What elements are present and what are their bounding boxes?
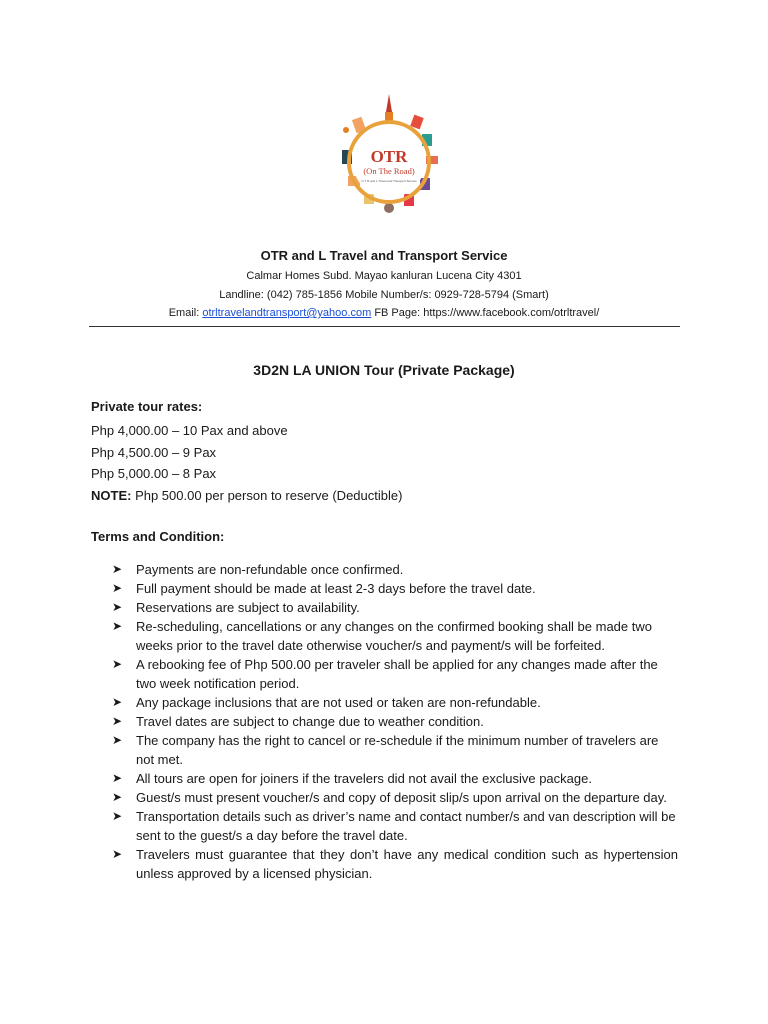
rate-item: Php 4,500.00 – 9 Pax <box>91 444 217 460</box>
arrow-bullet-icon: ➤ <box>112 695 123 709</box>
rates-list <box>91 420 691 506</box>
list-item <box>110 617 678 655</box>
term-text: Transportation details such as driver’s name and contact number/s and van description will be sent to the guest/s a day before the travel date. <box>136 809 676 843</box>
terms-heading: Terms and Condition: <box>91 529 225 544</box>
arrow-bullet-icon: ➤ <box>112 714 123 728</box>
arrow-bullet-icon: ➤ <box>112 562 123 576</box>
arrow-bullet-icon: ➤ <box>112 619 123 633</box>
list-item <box>110 655 678 693</box>
list-item <box>110 712 678 731</box>
reservation-note <box>91 485 691 507</box>
term-text: Full payment should be made at least 2-3 days before the travel date. <box>136 581 536 596</box>
terms-list <box>110 560 678 883</box>
package-title: 3D2N LA UNION Tour (Private Package) <box>253 362 515 378</box>
fb-page: FB Page: https://www.facebook.com/otrltravel/ <box>374 307 600 319</box>
note-label: NOTE: <box>91 487 132 503</box>
company-phones: Landline: (042) 785-1856 Mobile Number/s: 0929-728-5794 (Smart) <box>219 289 549 301</box>
list-item <box>110 598 678 617</box>
term-text: Travel dates are subject to change due to weather condition. <box>136 714 484 729</box>
rates-heading: Private tour rates: <box>91 399 203 414</box>
svg-text:O T R and L Travel and Transpo: O T R and L Travel and Transport Service <box>361 179 417 183</box>
list-item <box>110 807 678 845</box>
term-text: Any package inclusions that are not used or taken are non-refundable. <box>136 695 541 710</box>
arrow-bullet-icon: ➤ <box>112 581 123 595</box>
note-text: Php 500.00 per person to reserve (Deductible) <box>131 487 403 503</box>
term-text: Travelers must guarantee that they don’t have any medical condition such as hypertension unless approved by a licensed physician. <box>136 847 678 881</box>
header-divider <box>89 326 680 327</box>
arrow-bullet-icon: ➤ <box>112 657 123 671</box>
list-item <box>110 731 678 769</box>
arrow-bullet-icon: ➤ <box>112 847 123 861</box>
list-item <box>110 579 678 598</box>
arrow-bullet-icon: ➤ <box>112 790 123 804</box>
arrow-bullet-icon: ➤ <box>112 733 123 747</box>
rate-item: Php 4,000.00 – 10 Pax and above <box>91 423 288 438</box>
term-text: Re-scheduling, cancellations or any changes on the confirmed booking shall be made two weeks prior to the travel date otherwise voucher/s and payment/s will be forfeited. <box>136 619 652 653</box>
term-text: Payments are non-refundable once confirmed. <box>136 562 404 577</box>
term-text: Reservations are subject to availability. <box>136 600 360 615</box>
otr-logo <box>334 90 444 218</box>
company-name: OTR and L Travel and Transport Service <box>260 248 508 263</box>
list-item <box>110 769 678 788</box>
list-item <box>110 560 678 579</box>
term-text: Guest/s must present voucher/s and copy of deposit slip/s upon arrival on the departure day. <box>136 790 667 805</box>
arrow-bullet-icon: ➤ <box>112 809 123 823</box>
list-item <box>110 693 678 712</box>
email-link[interactable]: otrltravelandtransport@yahoo.com <box>202 307 372 319</box>
company-address: Calmar Homes Subd. Mayao kanluran Lucena City 4301 <box>246 270 522 282</box>
rate-item: Php 5,000.00 – 8 Pax <box>91 466 217 481</box>
list-item <box>110 845 678 883</box>
arrow-bullet-icon: ➤ <box>112 600 123 614</box>
term-text: A rebooking fee of Php 500.00 per traveler shall be applied for any changes made after the two week notification period. <box>136 657 658 691</box>
arrow-bullet-icon: ➤ <box>112 771 123 785</box>
term-text: All tours are open for joiners if the travelers did not avail the exclusive package. <box>136 771 592 786</box>
list-item <box>110 788 678 807</box>
email-label: Email: <box>168 307 200 319</box>
term-text: The company has the right to cancel or re-schedule if the minimum number of travelers are not met. <box>136 733 659 767</box>
contact-line <box>0 307 768 319</box>
logo-subtitle: (On The Road) <box>363 166 415 176</box>
logo-title: OTR <box>370 147 408 166</box>
